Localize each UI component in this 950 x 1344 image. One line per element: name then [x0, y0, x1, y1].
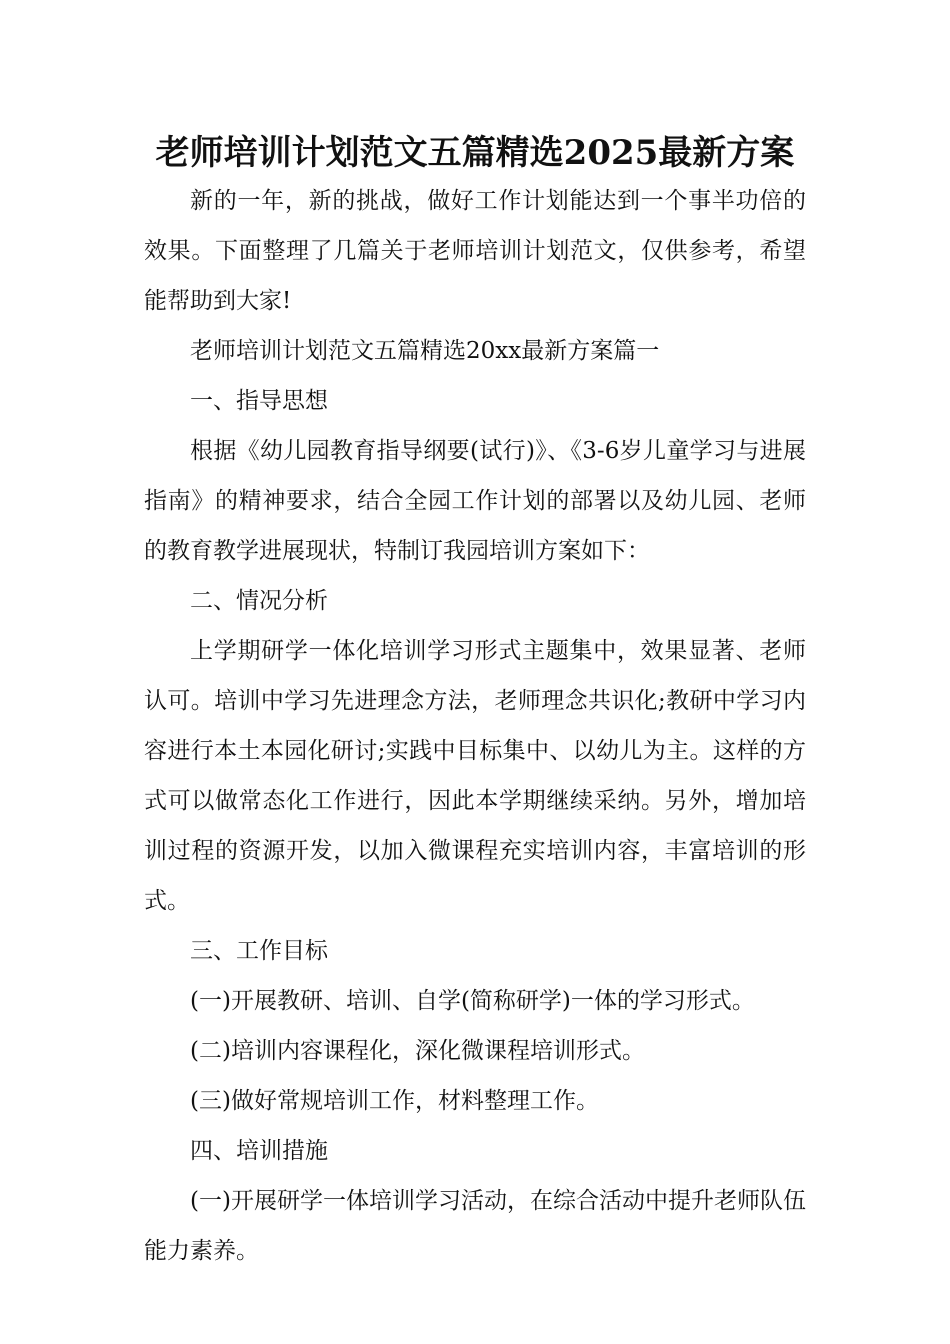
- paragraph-situation-analysis: 上学期研学一体化培训学习形式主题集中，效果显著、老师认可。培训中学习先进理念方法，老师理念共识化;教研中学习内容进行本土本园化研讨;实践中目标集中、以幼儿为主。这样的方式可以做常态化工作进行，因此本学期继续采纳。另外，增加培训过程的资源开发，以加入微课程充实培训内容，丰富培训的形式。: [144, 638, 806, 914]
- heading-work-goals: 三、工作目标: [190, 938, 328, 964]
- list-item-goal-3: (三)做好常规培训工作，材料整理工作。: [190, 1088, 599, 1114]
- list-item-goal-1: (一)开展教研、培训、自学(简称研学)一体的学习形式。: [190, 988, 755, 1014]
- paragraph-guiding-thought: 根据《幼儿园教育指导纲要(试行)》、《3-6岁儿童学习与进展指南》的精神要求，结合全园工作计划的部署以及幼儿园、老师的教育教学进展现状，特制订我园培训方案如下：: [144, 438, 806, 564]
- document-title: 老师培训计划范文五篇精选2025最新方案: [155, 133, 795, 173]
- heading-training-measures: 四、培训措施: [190, 1138, 328, 1164]
- paragraph-section-title: 老师培训计划范文五篇精选20xx最新方案篇一: [190, 338, 660, 364]
- paragraph-intro: 新的一年，新的挑战，做好工作计划能达到一个事半功倍的效果。下面整理了几篇关于老师培训计划范文，仅供参考，希望能帮助到大家!: [144, 188, 806, 314]
- document-body: [144, 176, 806, 1276]
- heading-guiding-thought: 一、指导思想: [190, 388, 328, 414]
- list-item-measure-1: (一)开展研学一体培训学习活动，在综合活动中提升老师队伍能力素养。: [144, 1188, 806, 1264]
- list-item-goal-2: (二)培训内容课程化，深化微课程培训形式。: [190, 1038, 645, 1064]
- heading-situation-analysis: 二、情况分析: [190, 588, 328, 614]
